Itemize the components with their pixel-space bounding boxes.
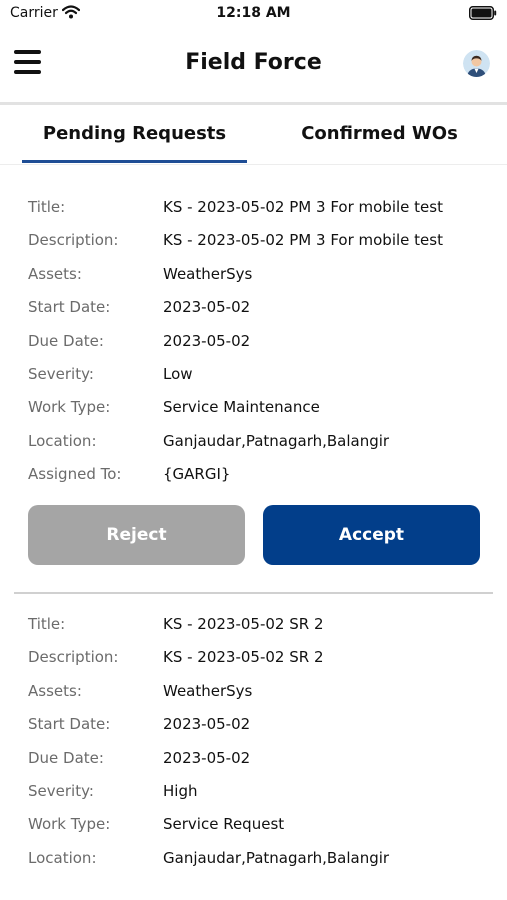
field-row-description	[28, 231, 488, 261]
field-label: Title:	[28, 615, 66, 633]
field-label: Location:	[28, 432, 97, 450]
field-value: Low	[163, 365, 193, 383]
field-row-assigned-to	[28, 465, 488, 495]
field-label: Work Type:	[28, 815, 111, 833]
field-row-due-date	[28, 332, 488, 362]
avatar[interactable]	[463, 50, 490, 77]
field-label: Work Type:	[28, 398, 111, 416]
field-value: High	[163, 782, 198, 800]
field-row-assets	[28, 265, 488, 295]
field-row-title	[28, 198, 488, 228]
field-label: Due Date:	[28, 749, 104, 767]
battery-icon	[469, 6, 497, 20]
field-value: {GARGI}	[163, 465, 231, 483]
field-label: Location:	[28, 849, 97, 867]
active-tab-indicator	[22, 160, 247, 163]
field-value: 2023-05-02	[163, 749, 251, 767]
request-card	[28, 615, 488, 885]
field-value: KS - 2023-05-02 SR 2	[163, 615, 324, 633]
field-label: Assets:	[28, 265, 82, 283]
tab-bar	[0, 105, 507, 165]
field-value: 2023-05-02	[163, 332, 251, 350]
field-row-severity	[28, 365, 488, 395]
user-avatar-icon	[463, 50, 490, 77]
accept-button[interactable]: Accept	[263, 505, 480, 565]
field-row-title	[28, 615, 488, 645]
tab-confirmed-wos[interactable]: Confirmed WOs	[301, 123, 458, 144]
field-label: Description:	[28, 648, 119, 666]
field-label: Description:	[28, 231, 119, 249]
field-value: 2023-05-02	[163, 298, 251, 316]
field-value: 2023-05-02	[163, 715, 251, 733]
field-value: Service Maintenance	[163, 398, 320, 416]
field-value: WeatherSys	[163, 265, 253, 283]
status-bar	[0, 0, 507, 30]
request-card	[28, 198, 488, 568]
field-row-start-date	[28, 298, 488, 328]
field-row-due-date	[28, 749, 488, 779]
page-title: Field Force	[185, 50, 322, 75]
card-divider	[14, 592, 493, 594]
field-value: KS - 2023-05-02 SR 2	[163, 648, 324, 666]
field-label: Start Date:	[28, 298, 111, 316]
field-value: Ganjaudar,Patnagarh,Balangir	[163, 849, 390, 867]
field-value: Service Request	[163, 815, 285, 833]
field-label: Start Date:	[28, 715, 111, 733]
tab-pending-requests[interactable]: Pending Requests	[42, 123, 227, 144]
field-row-location	[28, 432, 488, 462]
field-label: Severity:	[28, 365, 94, 383]
field-label: Due Date:	[28, 332, 104, 350]
field-label: Title:	[28, 198, 66, 216]
carrier-label: Carrier	[10, 5, 58, 21]
field-row-assets	[28, 682, 488, 712]
field-label: Assets:	[28, 682, 82, 700]
field-row-severity	[28, 782, 488, 812]
field-value: WeatherSys	[163, 682, 253, 700]
field-value: Ganjaudar,Patnagarh,Balangir	[163, 432, 390, 450]
status-time: 12:18 AM	[216, 5, 291, 21]
field-label: Assigned To:	[28, 465, 122, 483]
field-row-start-date	[28, 715, 488, 745]
action-buttons	[28, 505, 488, 565]
field-row-description	[28, 648, 488, 678]
field-value: KS - 2023-05-02 PM 3 For mobile test	[163, 231, 443, 249]
field-value: KS - 2023-05-02 PM 3 For mobile test	[163, 198, 443, 216]
field-label: Severity:	[28, 782, 94, 800]
field-row-location	[28, 849, 488, 879]
reject-button[interactable]: Reject	[28, 505, 245, 565]
app-header	[0, 30, 507, 102]
field-row-work-type	[28, 815, 488, 845]
field-row-work-type	[28, 398, 488, 428]
